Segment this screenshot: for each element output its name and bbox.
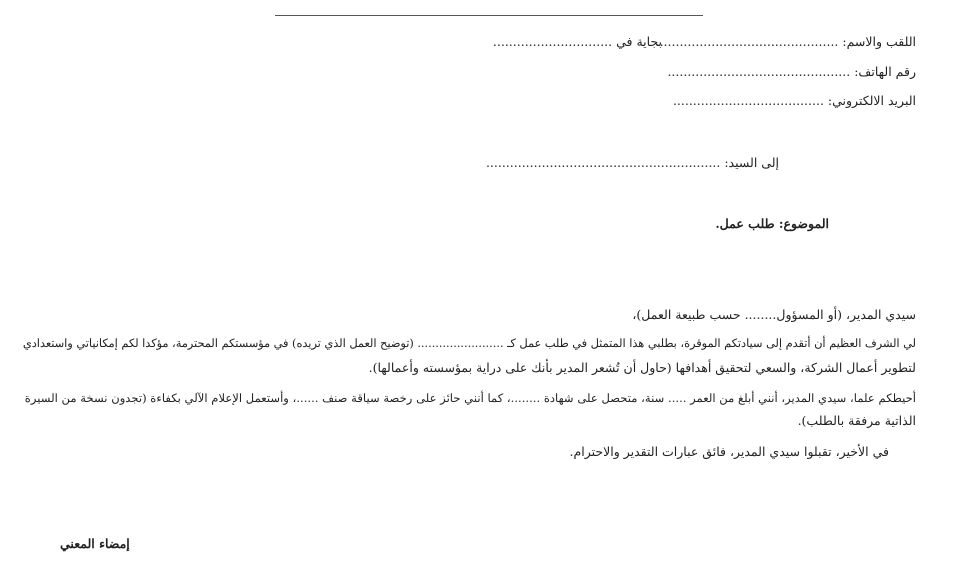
recipient-line: إلى السيد: ........................................................... xyxy=(485,155,779,170)
paragraph-1-line-2: لتطوير أعمال الشركة، والسعي لتحقيق أهدافها (حاول أن تُشعر المدير بأنك على دراية بمؤسسته وأعمالها). xyxy=(368,360,916,375)
email-field: البريد الالكتروني: ...................................... xyxy=(672,93,916,108)
top-rule xyxy=(275,15,703,16)
city-date-field: بجاية في .............................. xyxy=(492,34,662,49)
closing-line: في الأخير، تقبلوا سيدي المدير، فائق عبارات التقدير والاحترام. xyxy=(569,444,889,459)
subject-line: الموضوع: طلب عمل. xyxy=(715,216,829,231)
name-field: اللقب والاسم: .............................................. xyxy=(655,34,916,49)
salutation: سيدي المدير، (أو المسؤول........ حسب طبيعة العمل)، xyxy=(632,307,916,322)
phone-field: رقم الهاتف: .............................................. xyxy=(667,64,916,79)
paragraph-2-line-2: الذاتية مرفقة بالطلب). xyxy=(797,413,916,428)
paragraph-1-line-1: لي الشرف العظيم أن أتقدم إلى سيادتكم الموقرة، بطلبي هذا المتمثل في طلب عمل كـ ........................ (توضيح العمل الذي تريده) في مؤسستكم المحترمة، مؤكدا لكم إمكانياتي واستعدادي xyxy=(22,337,916,350)
signature-label: إمضاء المعني xyxy=(60,536,130,551)
paragraph-2-line-1: أحيطكم علما، سيدي المدير، أنني أبلغ من العمر ..... سنة، متحصل على شهادة ........، كما أنني حائز على رخصة سياقة صنف ......، وأستعمل الإعلام الآلي بكفاءة (تجدون نسخة من السيرة xyxy=(24,391,916,405)
